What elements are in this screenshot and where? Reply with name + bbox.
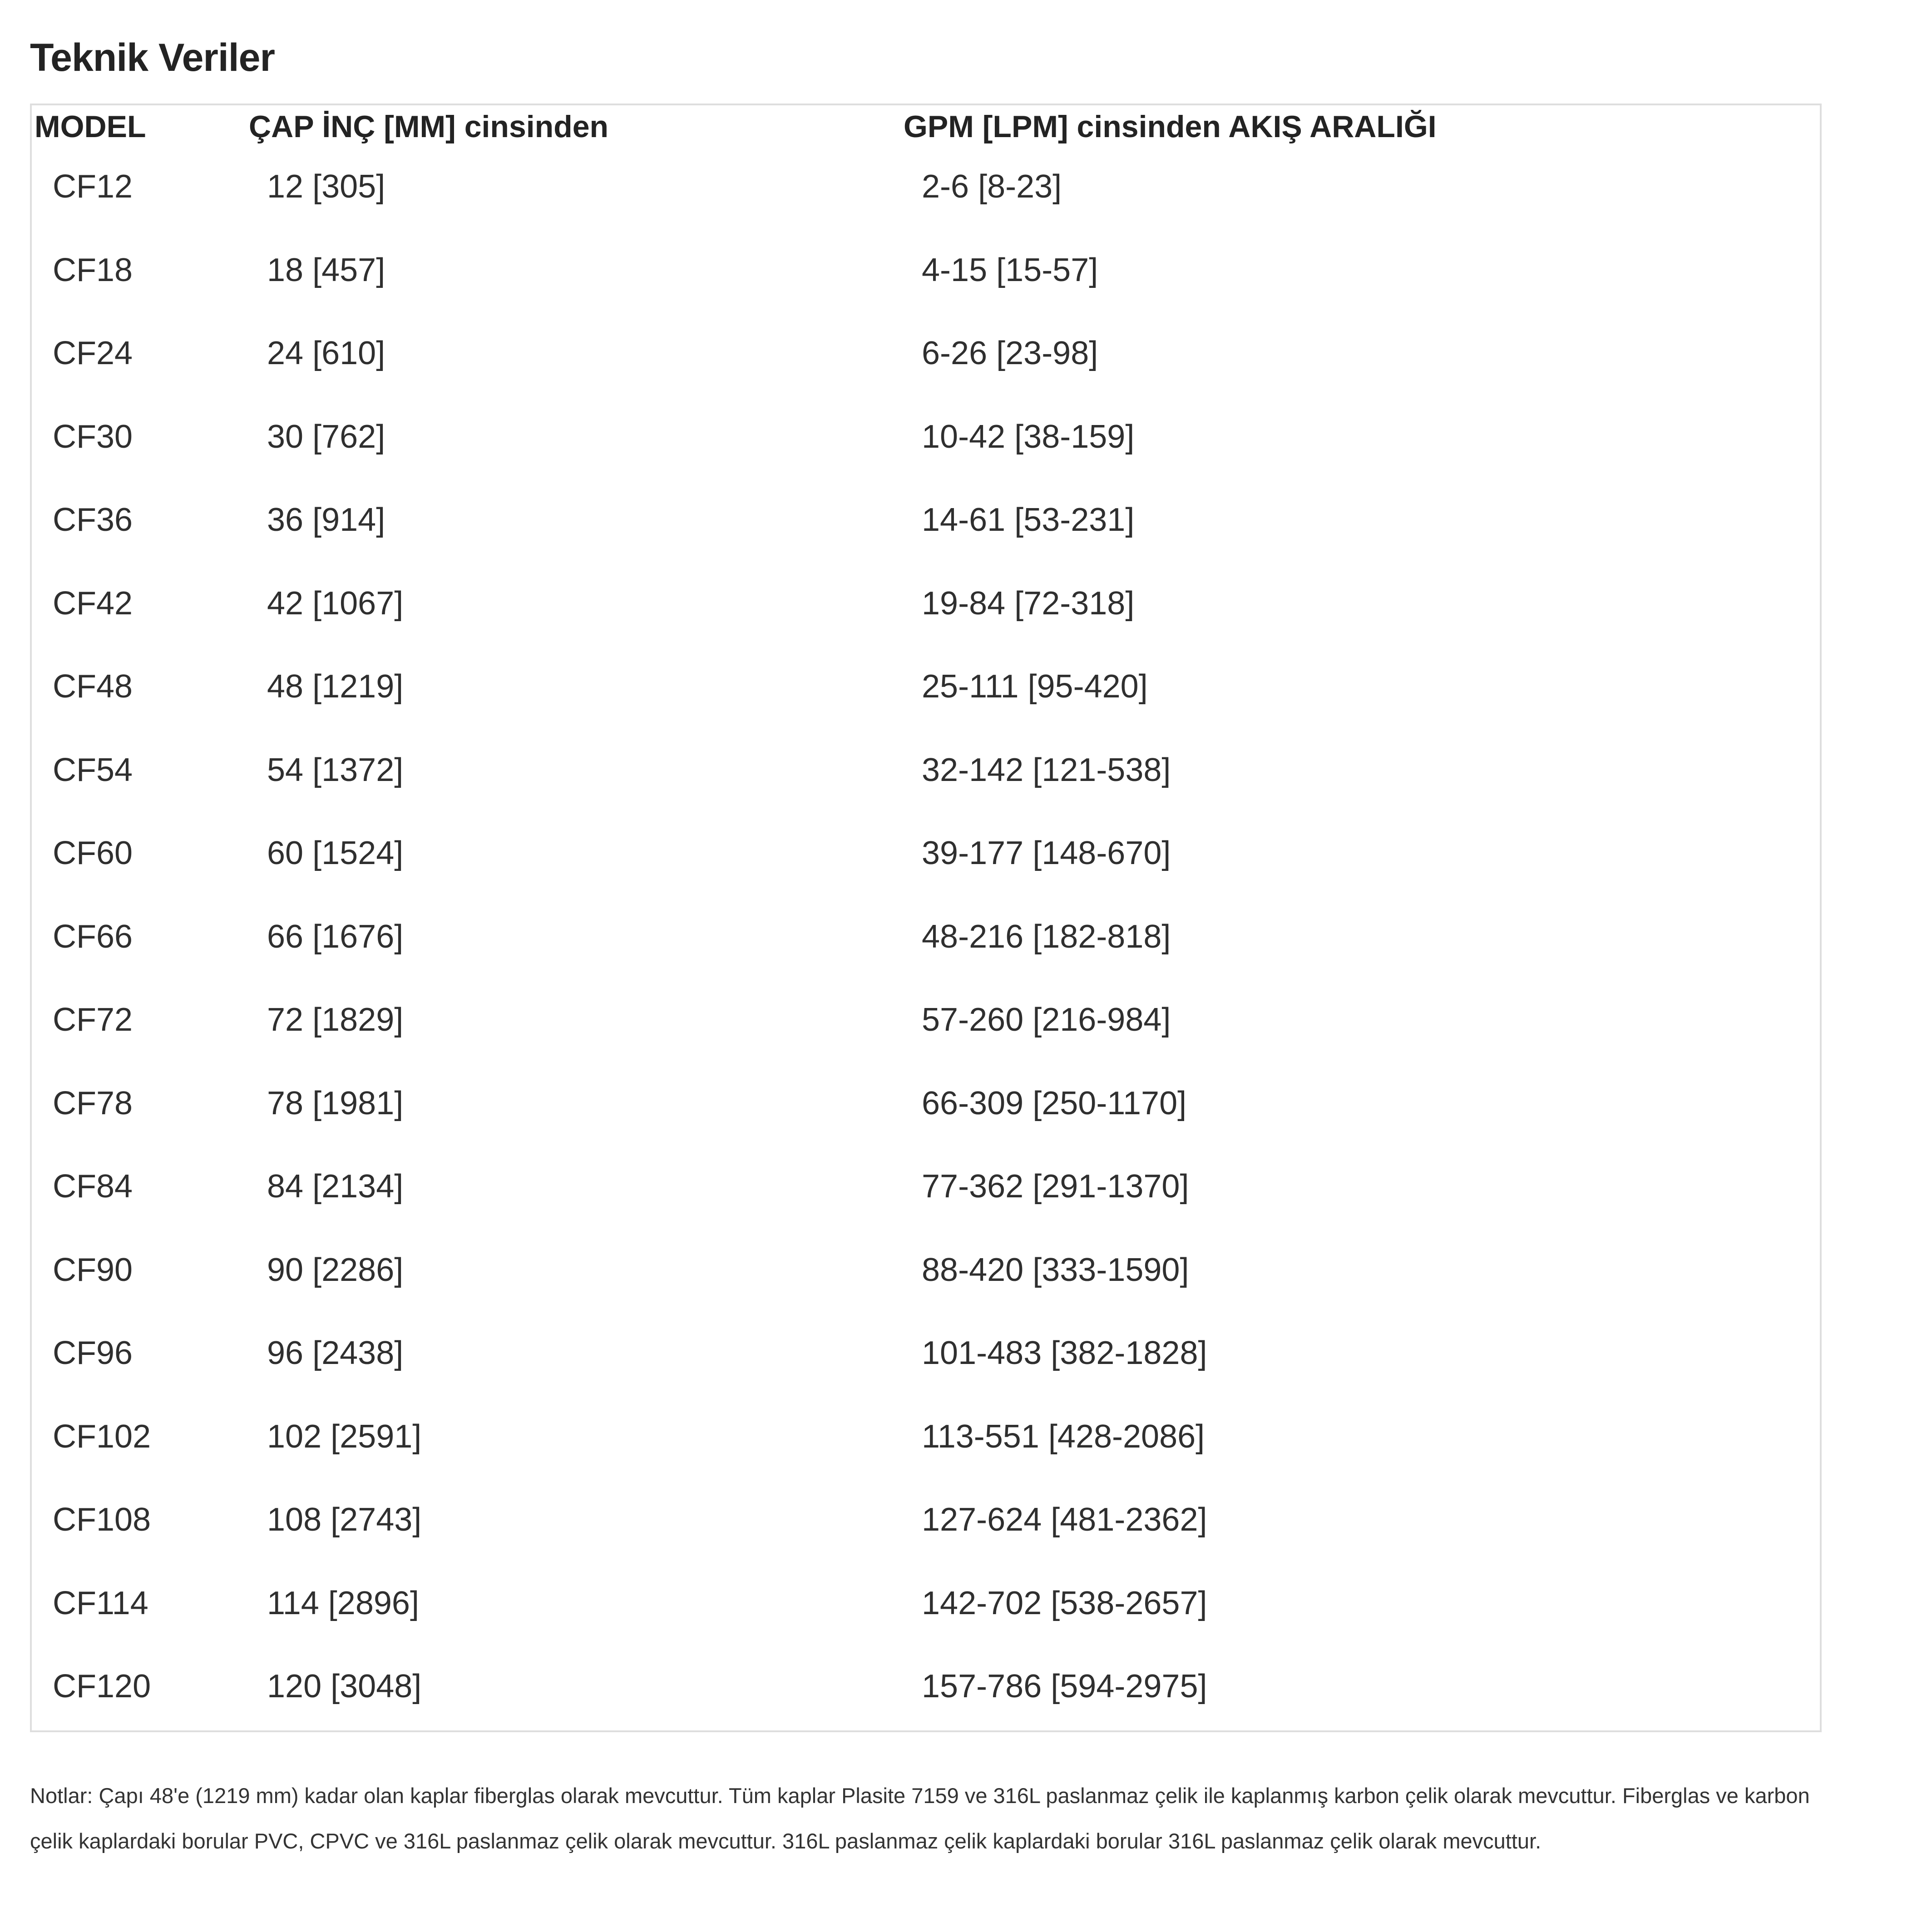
table-header-row: [32, 105, 1820, 149]
table-row: [32, 1085, 1820, 1168]
notes-text: Notlar: Çapı 48'e (1219 mm) kadar olan kaplar fiberglas olarak mevcuttur. Tüm kaplar Plasite 7159 ve 316L paslanmaz çelik ile kaplanmış karbon çelik olarak mevcuttur. Fiberglas ve karbon çelik kaplardaki borular PVC, CPVC ve 316L paslanmaz çelik olarak mevcuttur. 316L paslanmaz çelik kaplardaki borular 316L paslanmaz çelik olarak mevcuttur.: [30, 1784, 1810, 1853]
flow-range-cell: 2-6 [8-23]: [922, 168, 1062, 205]
flow-range-cell: 127-624 [481-2362]: [922, 1502, 1207, 1538]
diameter-cell: 66 [1676]: [267, 918, 404, 955]
diameter-cell: 72 [1829]: [267, 1002, 404, 1038]
page-title: Teknik Veriler: [30, 36, 275, 79]
diameter-cell: 120 [3048]: [267, 1668, 422, 1705]
table-row: [32, 1168, 1820, 1251]
table-row: [32, 751, 1820, 835]
flow-range-cell: 48-216 [182-818]: [922, 918, 1171, 955]
diameter-cell: 24 [610]: [267, 335, 385, 371]
technical-data-table: [30, 104, 1822, 1732]
flow-range-cell: 66-309 [250-1170]: [922, 1085, 1187, 1122]
flow-range-cell: 10-42 [38-159]: [922, 418, 1135, 455]
model-cell: CF90: [53, 1251, 133, 1288]
diameter-cell: 90 [2286]: [267, 1251, 404, 1288]
diameter-cell: 54 [1372]: [267, 751, 404, 788]
model-cell: CF30: [53, 418, 133, 455]
flow-range-cell: 14-61 [53-231]: [922, 502, 1135, 538]
flow-range-cell: 113-551 [428-2086]: [922, 1418, 1205, 1455]
flow-range-cell: 25-111 [95-420]: [922, 668, 1148, 705]
model-cell: CF48: [53, 668, 133, 705]
table-row: [32, 668, 1820, 751]
diameter-cell: 114 [2896]: [267, 1585, 419, 1621]
model-cell: CF108: [53, 1502, 151, 1538]
table-row: [32, 1251, 1820, 1335]
model-cell: CF96: [53, 1335, 133, 1371]
model-cell: CF60: [53, 835, 133, 871]
table-row: [32, 835, 1820, 918]
model-cell: CF66: [53, 918, 133, 955]
flow-range-cell: 77-362 [291-1370]: [922, 1168, 1189, 1205]
table-row: [32, 585, 1820, 668]
flow-range-cell: 157-786 [594-2975]: [922, 1668, 1207, 1705]
diameter-cell: 18 [457]: [267, 252, 385, 288]
flow-range-cell: 57-260 [216-984]: [922, 1002, 1171, 1038]
diameter-cell: 78 [1981]: [267, 1085, 404, 1122]
diameter-cell: 48 [1219]: [267, 668, 404, 705]
flow-range-cell: 88-420 [333-1590]: [922, 1251, 1189, 1288]
diameter-cell: 84 [2134]: [267, 1168, 404, 1205]
flow-range-cell: 32-142 [121-538]: [922, 751, 1171, 788]
table-row: [32, 1585, 1820, 1668]
header-model: MODEL: [35, 109, 146, 144]
table-row: [32, 252, 1820, 335]
model-cell: CF54: [53, 751, 133, 788]
model-cell: CF72: [53, 1002, 133, 1038]
table-row: [32, 1001, 1820, 1085]
diameter-cell: 102 [2591]: [267, 1418, 422, 1455]
table-row: [32, 1668, 1820, 1751]
table-row: [32, 335, 1820, 418]
table-row: [32, 418, 1820, 502]
table-row: [32, 501, 1820, 585]
model-cell: CF42: [53, 585, 133, 622]
model-cell: CF114: [53, 1585, 148, 1621]
flow-range-cell: 4-15 [15-57]: [922, 252, 1098, 288]
table-row: [32, 1418, 1820, 1502]
flow-range-cell: 101-483 [382-1828]: [922, 1335, 1207, 1371]
table-row: [32, 1501, 1820, 1585]
model-cell: CF84: [53, 1168, 133, 1205]
diameter-cell: 108 [2743]: [267, 1502, 422, 1538]
flow-range-cell: 6-26 [23-98]: [922, 335, 1098, 371]
table-row: [32, 1334, 1820, 1418]
model-cell: CF120: [53, 1668, 151, 1705]
model-cell: CF36: [53, 502, 133, 538]
model-cell: CF24: [53, 335, 133, 371]
header-diameter: ÇAP İNÇ [MM] cinsinden: [249, 109, 609, 144]
table-body: [32, 168, 1820, 1751]
diameter-cell: 60 [1524]: [267, 835, 404, 871]
diameter-cell: 96 [2438]: [267, 1335, 404, 1371]
model-cell: CF78: [53, 1085, 133, 1122]
header-flow-range: GPM [LPM] cinsinden AKIŞ ARALIĞI: [904, 109, 1437, 144]
flow-range-cell: 19-84 [72-318]: [922, 585, 1135, 622]
table-row: [32, 918, 1820, 1002]
diameter-cell: 42 [1067]: [267, 585, 404, 622]
flow-range-cell: 142-702 [538-2657]: [922, 1585, 1207, 1621]
flow-range-cell: 39-177 [148-670]: [922, 835, 1171, 871]
model-cell: CF12: [53, 168, 133, 205]
model-cell: CF18: [53, 252, 133, 288]
model-cell: CF102: [53, 1418, 151, 1455]
table-row: [32, 168, 1820, 252]
diameter-cell: 12 [305]: [267, 168, 385, 205]
diameter-cell: 36 [914]: [267, 502, 385, 538]
diameter-cell: 30 [762]: [267, 418, 385, 455]
